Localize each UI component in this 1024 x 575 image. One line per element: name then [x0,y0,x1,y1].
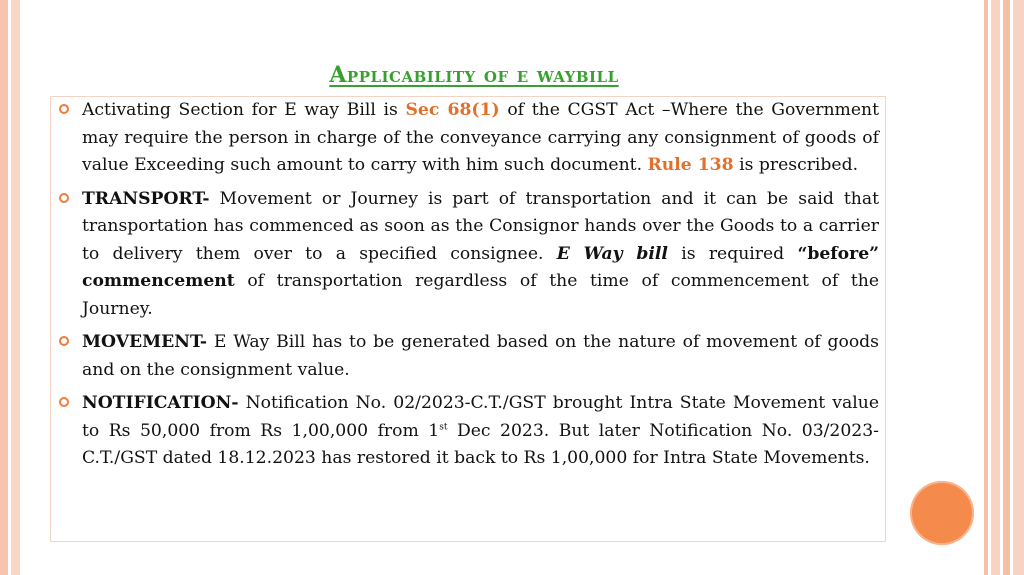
bullet-ring-icon [59,104,69,114]
bullet-end-text: is prescribed. [733,155,859,175]
bullet-body-text: of the CGST Act –Where the Government may require the person in charge of the conveyance carrying any consignment of goods of value Exceeding such amount to carry with him such document. [82,100,879,175]
slide-title: Applicability of e waybill [329,62,619,88]
ordinal-superscript: st [439,421,448,432]
decor-circle [910,481,974,545]
bullet-ring-icon [59,336,69,346]
section-reference: Sec 68(1) [405,100,500,120]
bullet-body-text-3: of transportation regardless of the time of commencement of the Journey. [82,271,879,319]
bullet-text [82,97,879,180]
bullet-text [82,186,879,324]
bullet-ring-icon [59,397,69,407]
emphasis-before-commencement: “before” commencement [82,243,880,291]
bullet-body-text: Notification No. 02/2023-C.T./GST brought Intra State Movement value to Rs 50,000 from Rs 1,00,000 from 1 [82,393,879,441]
bullet-text [82,329,879,384]
bullet-transport [59,186,879,324]
bullet-notification [59,390,879,473]
bullet-heading: MOVEMENT- [82,332,208,352]
bullet-body-text-2: is required [667,243,798,264]
bullet-activating-section [59,97,879,180]
bullet-heading: TRANSPORT- [82,188,210,209]
bullet-body-text-2: Dec 2023. But later Notification No. 03/2023-C.T./GST dated 18.12.2023 has restored it back to Rs 1,00,000 for Intra State Movements. [82,420,879,468]
right-decor-bar [978,0,1024,575]
rule-reference: Rule 138 [647,155,734,175]
bullet-ring-icon [59,193,69,203]
bullet-movement [59,329,879,384]
emphasis-e-way-bill: E Way bill [556,243,668,264]
bullet-list [59,97,879,479]
bullet-intro-text: Activating Section for E way Bill is [82,100,406,120]
bullet-heading: NOTIFICATION- [82,393,239,413]
bullet-body-text: E Way Bill has to be generated based on the nature of movement of goods and on the consignment value. [82,332,879,380]
bullet-body-text: Movement or Journey is part of transportation and it can be said that transportation has commenced as soon as the Consignor hands over the Goods to a carrier to delivery them over to a specified consignee. [82,188,879,264]
bullet-text [82,390,879,473]
